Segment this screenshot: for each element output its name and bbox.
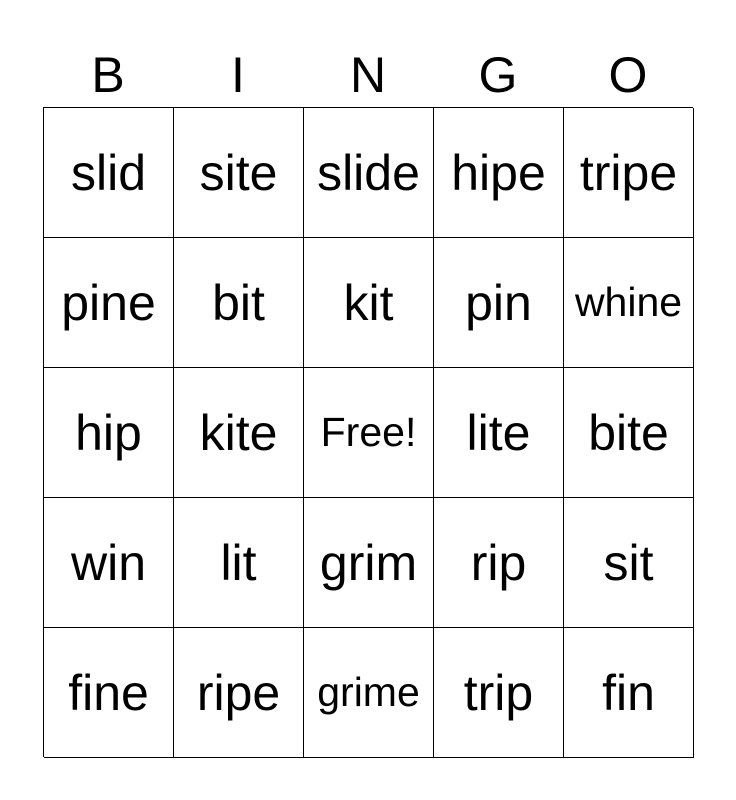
- header-letter-i: I: [231, 47, 245, 103]
- bingo-cell[interactable]: whine: [564, 238, 694, 368]
- bingo-cell[interactable]: slid: [44, 108, 174, 238]
- bingo-cell[interactable]: pine: [44, 238, 174, 368]
- bingo-cell[interactable]: grim: [304, 498, 434, 628]
- bingo-cell[interactable]: kite: [174, 368, 304, 498]
- bingo-header: [43, 44, 693, 106]
- bingo-cell[interactable]: ripe: [174, 628, 304, 758]
- bingo-cell[interactable]: hip: [44, 368, 174, 498]
- bingo-cell[interactable]: bit: [174, 238, 304, 368]
- bingo-cell[interactable]: lite: [434, 368, 564, 498]
- header-letter-g: G: [478, 47, 518, 103]
- bingo-cell[interactable]: lit: [174, 498, 304, 628]
- bingo-cell[interactable]: site: [174, 108, 304, 238]
- bingo-cell[interactable]: trip: [434, 628, 564, 758]
- bingo-cell[interactable]: hipe: [434, 108, 564, 238]
- bingo-grid: [43, 107, 693, 757]
- bingo-cell[interactable]: kit: [304, 238, 434, 368]
- bingo-cell[interactable]: fin: [564, 628, 694, 758]
- bingo-cell[interactable]: tripe: [564, 108, 694, 238]
- bingo-cell[interactable]: slide: [304, 108, 434, 238]
- free-space-cell[interactable]: Free!: [304, 368, 434, 498]
- bingo-cell[interactable]: fine: [44, 628, 174, 758]
- bingo-cell[interactable]: pin: [434, 238, 564, 368]
- bingo-cell[interactable]: sit: [564, 498, 694, 628]
- bingo-cell[interactable]: rip: [434, 498, 564, 628]
- header-letter-o: O: [608, 47, 648, 103]
- header-letter-b: B: [91, 47, 125, 103]
- bingo-cell[interactable]: grime: [304, 628, 434, 758]
- header-letter-n: N: [349, 47, 387, 103]
- bingo-cell[interactable]: bite: [564, 368, 694, 498]
- bingo-cell[interactable]: win: [44, 498, 174, 628]
